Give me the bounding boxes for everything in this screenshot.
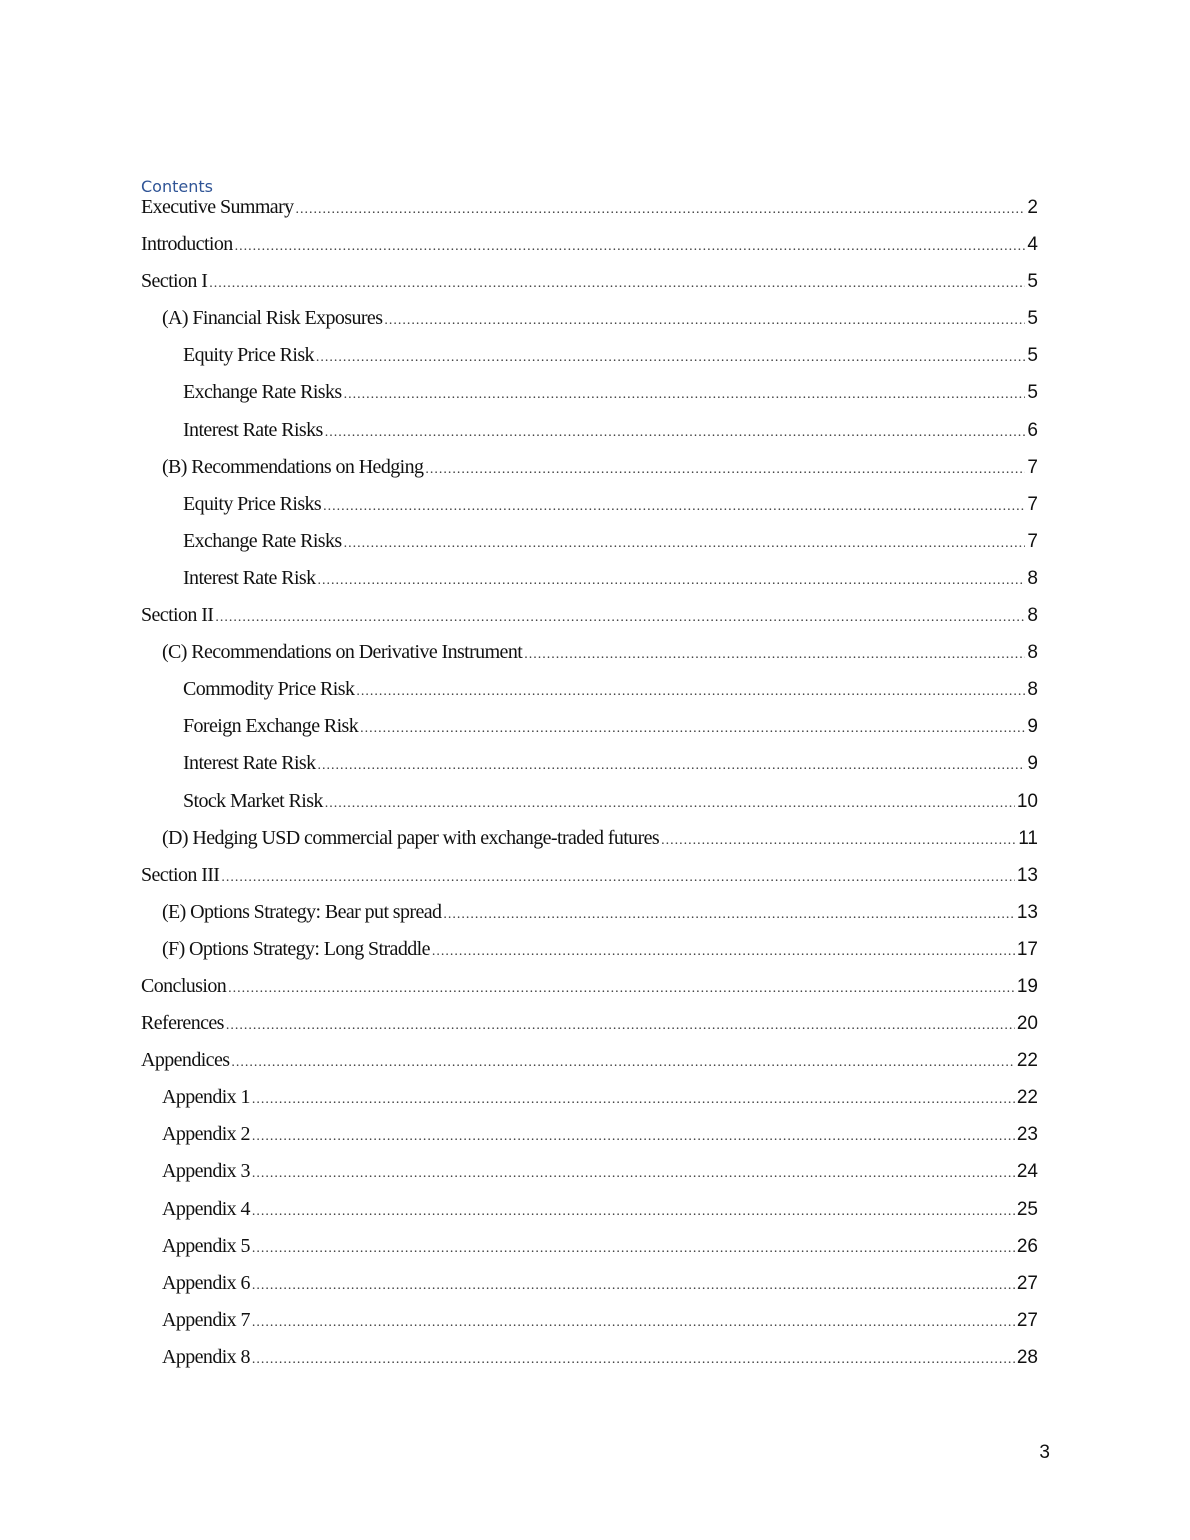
- toc-entry[interactable]: [141, 864, 1038, 901]
- toc-entry[interactable]: [141, 1346, 1038, 1383]
- toc-dot-leader: [524, 647, 1025, 663]
- toc-entry-label: (C) Recommendations on Derivative Instrument: [162, 641, 523, 664]
- toc-entry-label: (E) Options Strategy: Bear put spread: [162, 900, 442, 923]
- toc-entry-page: 7: [1027, 530, 1038, 552]
- toc-entry-label: Foreign Exchange Risk: [183, 715, 359, 738]
- toc-entry-label: Appendix 1: [162, 1086, 250, 1109]
- toc-entry[interactable]: [141, 456, 1038, 493]
- toc-entry-label: Appendix 3: [162, 1160, 250, 1183]
- toc-dot-leader: [316, 350, 1026, 366]
- toc-entry-page: 28: [1016, 1346, 1038, 1368]
- toc-entry[interactable]: [141, 307, 1038, 344]
- toc-dot-leader: [215, 610, 1025, 626]
- toc-entry[interactable]: [141, 1012, 1038, 1049]
- toc-dot-leader: [425, 462, 1025, 478]
- toc-dot-leader: [360, 721, 1025, 737]
- toc-heading: Contents: [141, 177, 213, 196]
- toc-dot-leader: [252, 1204, 1015, 1220]
- toc-entry-page: 2: [1027, 197, 1038, 218]
- toc-entry[interactable]: [141, 567, 1038, 604]
- toc-dot-leader: [235, 239, 1026, 255]
- toc-entry-label: Interest Rate Risks: [183, 418, 323, 441]
- toc-dot-leader: [252, 1352, 1015, 1368]
- toc-dot-leader: [226, 1018, 1015, 1034]
- toc-entry-label: Appendix 5: [162, 1234, 250, 1257]
- toc-dot-leader: [252, 1278, 1015, 1294]
- toc-entry-page: 5: [1027, 382, 1038, 404]
- toc-entry[interactable]: [141, 975, 1038, 1012]
- toc-entry[interactable]: [141, 678, 1038, 715]
- toc-entry-page: 27: [1016, 1309, 1038, 1331]
- toc-entry[interactable]: [141, 1086, 1038, 1123]
- toc-entry-label: Appendices: [141, 1049, 230, 1072]
- toc-entry[interactable]: [141, 827, 1038, 864]
- toc-entry-page: 22: [1016, 1050, 1038, 1072]
- toc-entry[interactable]: [141, 270, 1038, 307]
- toc-entry-page: 22: [1016, 1087, 1038, 1109]
- toc-entry-label: Equity Price Risks: [183, 492, 322, 515]
- toc-dot-leader: [221, 870, 1014, 886]
- toc-entry[interactable]: [141, 1235, 1038, 1272]
- toc-entry[interactable]: [141, 752, 1038, 789]
- toc-entry-label: Exchange Rate Risks: [183, 381, 342, 404]
- toc-entry-label: Commodity Price Risk: [183, 678, 355, 701]
- toc-entry-page: 8: [1027, 679, 1038, 701]
- toc-entry-page: 9: [1027, 716, 1038, 738]
- toc-entry-label: (D) Hedging USD commercial paper with exchange-traded futures: [162, 826, 660, 849]
- toc-entry-label: Interest Rate Risk: [183, 752, 316, 775]
- toc-entry-page: 13: [1016, 864, 1038, 886]
- toc-entry[interactable]: [141, 344, 1038, 381]
- toc-dot-leader: [209, 276, 1025, 292]
- toc-entry-page: 5: [1027, 308, 1038, 330]
- toc-entry-label: Appendix 6: [162, 1271, 250, 1294]
- toc-dot-leader: [325, 796, 1015, 812]
- toc-entry[interactable]: [141, 1309, 1038, 1346]
- toc-dot-leader: [344, 536, 1026, 552]
- toc-entry-page: 7: [1027, 493, 1038, 515]
- toc-dot-leader: [356, 684, 1025, 700]
- toc-entry-label: (A) Financial Risk Exposures: [162, 307, 383, 330]
- toc-entry[interactable]: [141, 1123, 1038, 1160]
- toc-entry[interactable]: [141, 901, 1038, 938]
- toc-entry-page: 8: [1027, 605, 1038, 627]
- toc-entry-page: 9: [1027, 753, 1038, 775]
- toc-entry-page: 20: [1016, 1013, 1038, 1035]
- toc-dot-leader: [252, 1166, 1015, 1182]
- table-of-contents: [0, 196, 1190, 1398]
- toc-dot-leader: [323, 499, 1025, 515]
- toc-dot-leader: [296, 202, 1026, 218]
- toc-entry[interactable]: [141, 381, 1038, 418]
- toc-dot-leader: [432, 944, 1015, 960]
- toc-entry[interactable]: [141, 1160, 1038, 1197]
- toc-entry-page: 4: [1027, 234, 1038, 256]
- toc-dot-leader: [344, 387, 1026, 403]
- toc-entry[interactable]: [141, 419, 1038, 456]
- toc-dot-leader: [325, 425, 1026, 441]
- toc-entry-label: Executive Summary: [141, 196, 294, 218]
- toc-entry[interactable]: [141, 1049, 1038, 1086]
- toc-entry-label: References: [141, 1012, 224, 1035]
- toc-dot-leader: [252, 1315, 1015, 1331]
- toc-entry-label: Stock Market Risk: [183, 789, 323, 812]
- toc-entry-page: 27: [1016, 1272, 1038, 1294]
- toc-entry-label: Section II: [141, 604, 214, 627]
- toc-entry-page: 19: [1016, 975, 1038, 997]
- toc-entry-page: 23: [1016, 1124, 1038, 1146]
- toc-entry-label: Interest Rate Risk: [183, 566, 316, 589]
- toc-dot-leader: [443, 907, 1014, 923]
- toc-entry[interactable]: [141, 938, 1038, 975]
- toc-entry[interactable]: [141, 715, 1038, 752]
- toc-entry[interactable]: [141, 1272, 1038, 1309]
- toc-dot-leader: [318, 758, 1026, 774]
- toc-dot-leader: [661, 833, 1016, 849]
- toc-entry-label: Section I: [141, 270, 208, 293]
- toc-dot-leader: [252, 1129, 1015, 1145]
- toc-entry[interactable]: [141, 790, 1038, 827]
- toc-entry-page: 24: [1016, 1161, 1038, 1183]
- toc-entry[interactable]: [141, 641, 1038, 678]
- toc-entry-page: 11: [1018, 827, 1038, 849]
- toc-entry-page: 10: [1016, 790, 1038, 812]
- toc-entry-page: 26: [1016, 1235, 1038, 1257]
- toc-dot-leader: [228, 981, 1015, 997]
- toc-dot-leader: [231, 1055, 1014, 1071]
- toc-entry-label: Section III: [141, 863, 220, 886]
- toc-dot-leader: [384, 313, 1025, 329]
- toc-entry-label: Conclusion: [141, 974, 227, 997]
- toc-dot-leader: [252, 1092, 1015, 1108]
- toc-entry-label: Appendix 7: [162, 1308, 250, 1331]
- toc-entry-page: 7: [1027, 456, 1038, 478]
- toc-entry-page: 5: [1027, 271, 1038, 293]
- toc-entry[interactable]: [141, 196, 1038, 233]
- toc-entry[interactable]: [141, 604, 1038, 641]
- toc-entry[interactable]: [141, 493, 1038, 530]
- toc-entry-label: (F) Options Strategy: Long Straddle: [162, 937, 430, 960]
- toc-entry-label: Exchange Rate Risks: [183, 529, 342, 552]
- toc-entry-label: Equity Price Risk: [183, 344, 314, 367]
- toc-entry[interactable]: [141, 530, 1038, 567]
- toc-entry-label: Appendix 2: [162, 1123, 250, 1146]
- toc-entry-page: 13: [1016, 901, 1038, 923]
- page-number: 3: [1039, 1442, 1050, 1463]
- toc-entry-page: 8: [1027, 642, 1038, 664]
- toc-entry-page: 8: [1027, 567, 1038, 589]
- toc-dot-leader: [318, 573, 1026, 589]
- toc-list: [141, 196, 1038, 1383]
- toc-entry-page: 5: [1027, 345, 1038, 367]
- toc-entry[interactable]: [141, 233, 1038, 270]
- toc-entry-label: Introduction: [141, 233, 233, 256]
- toc-entry-page: 17: [1016, 938, 1038, 960]
- toc-entry[interactable]: [141, 1198, 1038, 1235]
- toc-entry-label: Appendix 4: [162, 1197, 250, 1220]
- toc-entry-label: (B) Recommendations on Hedging: [162, 455, 424, 478]
- toc-entry-page: 25: [1016, 1198, 1038, 1220]
- toc-entry-page: 6: [1027, 419, 1038, 441]
- toc-entry-label: Appendix 8: [162, 1345, 250, 1368]
- toc-dot-leader: [252, 1241, 1015, 1257]
